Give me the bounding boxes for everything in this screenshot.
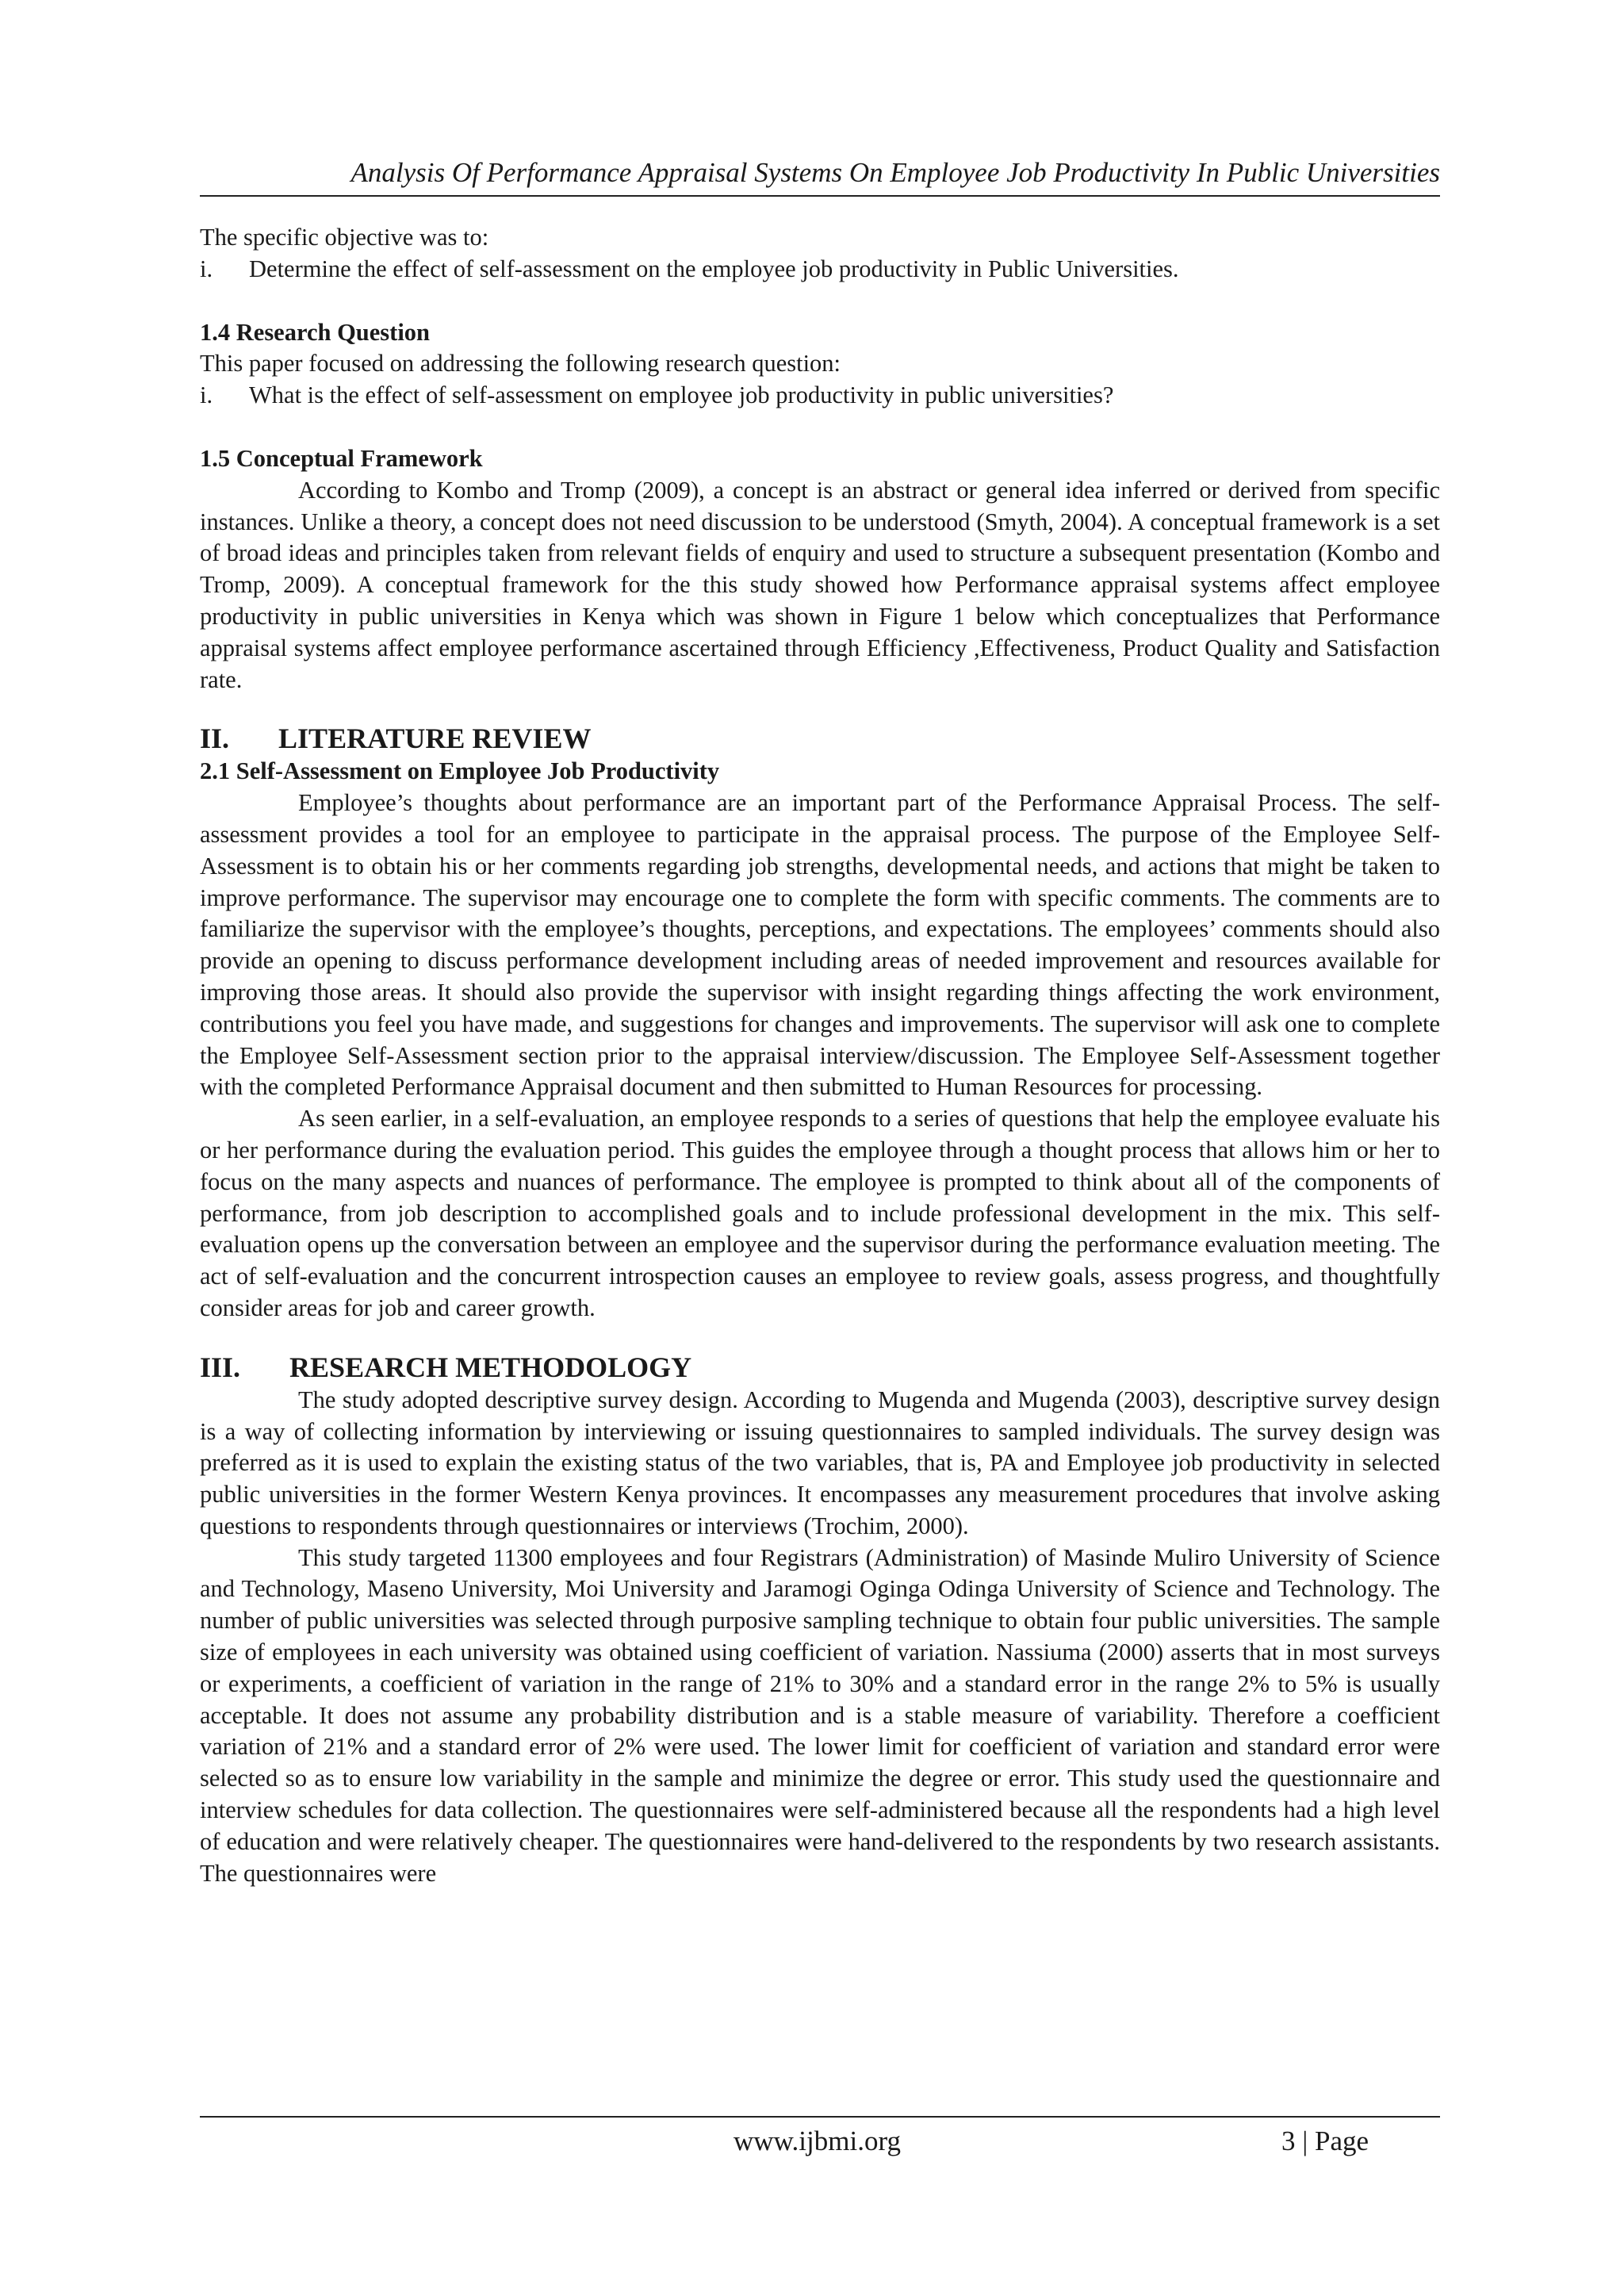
research-question-list-item xyxy=(200,380,1440,412)
footer-page-number: 3 | Page xyxy=(1281,2125,1369,2156)
research-question-heading: 1.4 Research Question xyxy=(200,318,431,346)
section-title-text: RESEARCH METHODOLOGY xyxy=(289,1351,692,1383)
research-question-intro: This paper focused on addressing the following research question: xyxy=(200,350,841,378)
running-header: Analysis Of Performance Appraisal Systems On Employee Job Productivity In Public Universities xyxy=(350,157,1440,188)
footer-url: www.ijbmi.org xyxy=(733,2125,901,2156)
section-number: II. xyxy=(200,723,230,755)
list-item-text: Determine the effect of self-assessment on the employee job productivity in Public Universities. xyxy=(249,255,1179,282)
literature-subheading: 2.1 Self-Assessment on Employee Job Productivity xyxy=(200,757,720,785)
literature-paragraph: Employee’s thoughts about performance are an important part of the Performance Appraisal Process. The self-assessment provides a tool for an employee to participate in the appraisal process. The purpose of the Employee Self-Assessment is to obtain his or her comments regarding job strengths, developmental needs, and actions that might be taken to improve performance. The supervisor may encourage one to complete the form with specific comments. The comments are to familiarize the supervisor with the employee’s thoughts, perceptions, and expectations. The employees’ comments should also provide an opening to discuss performance development including areas of needed improvement and resources available for improving those areas. It should also provide the supervisor with insight regarding things affecting the work environment, contributions you feel you have made, and suggestions for changes and improvements. The supervisor will ask one to complete the Employee Self-Assessment section prior to the appraisal interview/discussion. The Employee Self-Assessment together with the completed Performance Appraisal document and then submitted to Human Resources for processing. xyxy=(200,789,1440,1101)
methodology-paragraph: This study targeted 11300 employees and four Registrars (Administration) of Masinde Muliro University of Science and Technology, Maseno University, Moi University and Jaramogi Oginga Odinga University of Science and Technology. The number of public universities was selected through purposive sampling technique to obtain four public universities. The sample size of employees in each university was obtained using coefficient of variation. Nassiuma (2000) asserts that in most surveys or experiments, a coefficient of variation in the range of 21% to 30% and a standard error in the range 2% to 5% is usually acceptable. It does not assume any probability distribution and is a stable measure of variability. Therefore a coefficient variation of 21% and a standard error of 2% were used. The lower limit for coefficient of variation and standard error were selected so as to ensure low variability in the sample and minimize the degree or error. This study used the questionnaire and interview schedules for data collection. The questionnaires were self-administered because all the respondents had a high level of education and were relatively cheaper. The questionnaires were hand-delivered to the respondents by two research assistants. The questionnaires were xyxy=(200,1543,1440,1887)
conceptual-framework-heading: 1.5 Conceptual Framework xyxy=(200,444,483,472)
literature-paragraph: As seen earlier, in a self-evaluation, an employee responds to a series of questions that help the employee evaluate his or her performance during the evaluation period. This guides the employee through a thought process that allows him or her to focus on the many aspects and nuances of performance. The employee is prompted to think about all of the components of performance, from job description to accomplished goals and to include professional development in the mix. This self-evaluation opens up the conversation between an employee and the supervisor during the performance evaluation meeting. The act of self-evaluation and the concurrent introspection causes an employee to review goals, assess progress, and thoughtfully consider areas for job and career growth. xyxy=(200,1105,1440,1321)
section-title-research-methodology xyxy=(200,1350,1440,1385)
list-item-text: What is the effect of self-assessment on employee job productivity in public universities? xyxy=(249,381,1114,409)
methodology-paragraph: The study adopted descriptive survey design. According to Mugenda and Mugenda (2003), descriptive survey design is a way of collecting information by interviewing or issuing questionnaires to sampled individuals. The survey design was preferred as it is used to explain the existing status of the two variables, that is, PA and Employee job productivity in selected public universities in the former Western Kenya provinces. It encompasses any measurement procedures that involve asking questions to respondents through questionnaires or interviews (Trochim, 2000). xyxy=(200,1386,1440,1539)
list-marker: i. xyxy=(200,255,213,282)
header-rule xyxy=(200,195,1440,197)
objective-intro: The specific objective was to: xyxy=(200,224,489,251)
footer-rule xyxy=(200,2116,1440,2118)
objective-list-item xyxy=(200,254,1440,286)
section-number: III. xyxy=(200,1351,241,1383)
conceptual-framework-paragraph: According to Kombo and Tromp (2009), a concept is an abstract or general idea inferred or derived from specific instances. Unlike a theory, a concept does not need discussion to be understood (Smyth, 2004). A conceptual framework is a set of broad ideas and principles taken from relevant fields of enquiry and used to structure a subsequent presentation (Kombo and Tromp, 2009). A conceptual framework for the this study showed how Performance appraisal systems affect employee productivity in public universities in Kenya which was shown in Figure 1 below which conceptualizes that Performance appraisal systems affect employee performance ascertained through Efficiency ,Effectiveness, Product Quality and Satisfaction rate. xyxy=(200,476,1440,693)
page-body xyxy=(200,222,1440,1889)
section-title-literature-review xyxy=(200,721,1440,756)
section-title-text: LITERATURE REVIEW xyxy=(278,723,592,755)
list-marker: i. xyxy=(200,381,213,409)
